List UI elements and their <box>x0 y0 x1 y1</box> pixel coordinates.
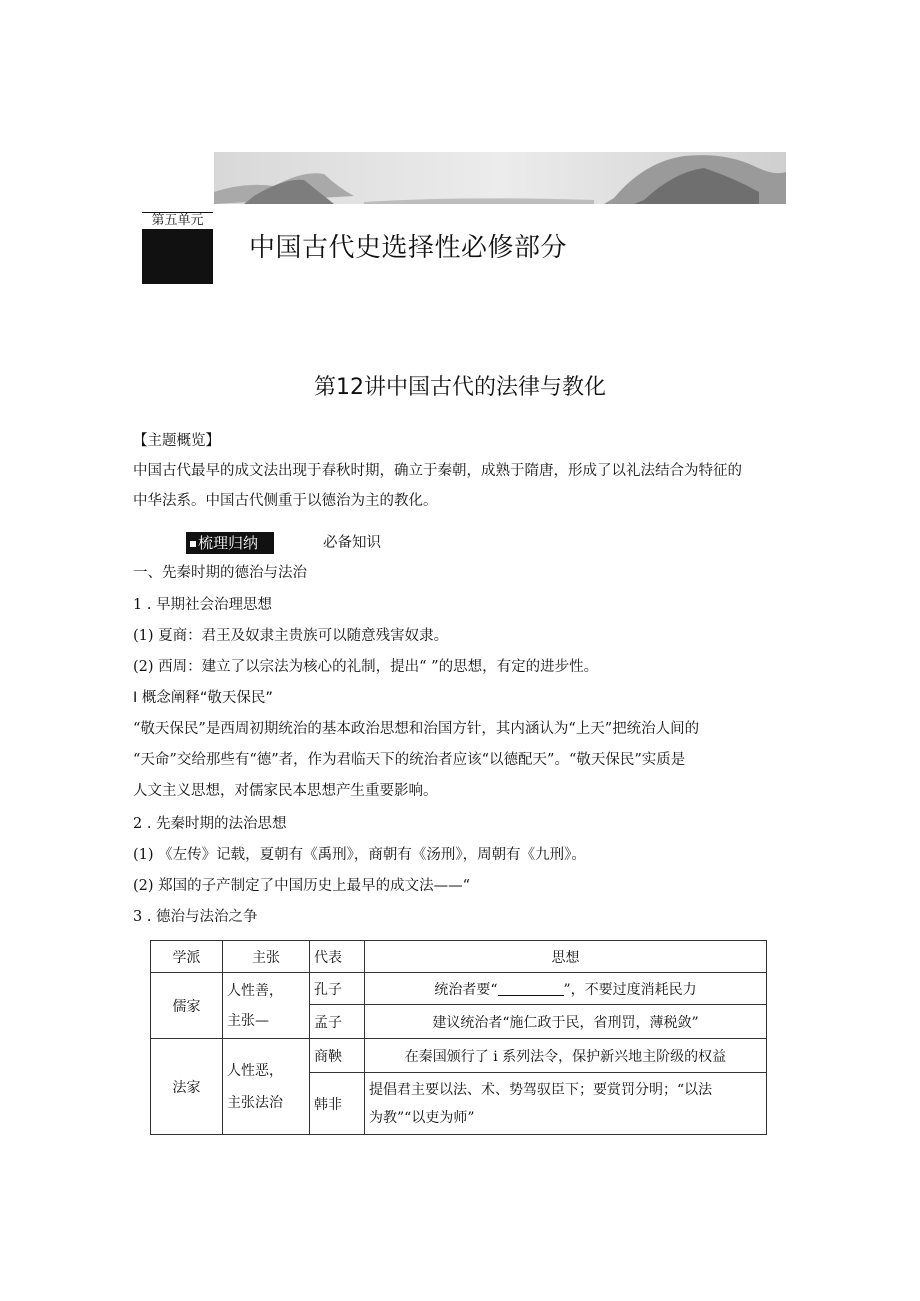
square-bullet-icon <box>190 541 196 547</box>
table-header-cell: 思想 <box>365 941 767 973</box>
unit-label: 第五单元 <box>142 213 213 229</box>
item-1: 1 . 早期社会治理思想 <box>133 597 273 613</box>
item-1-2: (2) 西周：建立了以宗法为核心的礼制，提出“ ”的思想，有定的进步性。 <box>133 659 599 675</box>
representative-cell: 韩非 <box>310 1073 365 1135</box>
heading-1: 一、先秦时期的德治与法治 <box>133 565 307 581</box>
representative-cell: 孔子 <box>310 973 365 1005</box>
thought-suffix: ”，不要过度消耗民力 <box>563 981 697 998</box>
claim-line: 人性善， <box>227 982 283 999</box>
thought-cell: 在秦国颁行了 i 系列法令，保护新兴地主阶级的权益 <box>365 1039 767 1073</box>
item-2: 2 . 先秦时期的法治思想 <box>133 816 287 832</box>
school-cell: 法家 <box>151 1039 223 1135</box>
section-tag: 必备知识 <box>323 535 381 551</box>
fill-in-blank <box>498 981 564 996</box>
thought-line: 为教”“以吏为师” <box>369 1109 475 1126</box>
thought-cell <box>365 1073 767 1135</box>
concept-line-2: “天命”交给那些有“德”者，作为君临天下的统治者应该“以德配天”。“敬天保民”实质是 <box>133 752 686 768</box>
concept-line-3: 人文主义思想，对儒家民本思想产生重要影响。 <box>133 783 438 799</box>
thought-cell: 建议统治者“施仁政于民，省刑罚，薄税敛” <box>365 1005 767 1039</box>
school-cell: 儒家 <box>151 973 223 1039</box>
item-1-1: (1) 夏商：君王及奴隶主贵族可以随意残害奴隶。 <box>133 628 449 644</box>
law-thought-table <box>150 940 767 1135</box>
overview-label: 【主题概览】 <box>133 433 220 449</box>
thought-cell <box>365 973 767 1005</box>
mountain-banner-image <box>214 152 786 204</box>
concept-line-1: “敬天保民”是西周初期统治的基本政治思想和治国方针，其内涵认为“上天”把统治人间的 <box>133 721 700 737</box>
part-title: 中国古代史选择性必修部分 <box>249 233 568 263</box>
thought-prefix: 统治者要“ <box>434 981 498 998</box>
section-box-label: 梳理归纳 <box>198 534 259 552</box>
claim-line: 人性恶， <box>227 1062 283 1079</box>
table-header-cell: 代表 <box>310 941 365 973</box>
representative-cell: 孟子 <box>310 1005 365 1039</box>
thought-line: 提倡君主要以法、术、势驾驭臣下；要赏罚分明；“以法 <box>369 1081 713 1098</box>
table-header-cell: 学派 <box>151 941 223 973</box>
item-2-2: (2) 郑国的子产制定了中国历史上最早的成文法——“ <box>133 878 471 894</box>
representative-cell: 商鞅 <box>310 1039 365 1073</box>
table-header-row <box>151 941 767 973</box>
claim-line: 主张法治 <box>227 1094 283 1111</box>
section-box <box>186 532 274 554</box>
claim-cell <box>223 1039 310 1135</box>
item-3: 3 . 德治与法治之争 <box>133 909 258 925</box>
claim-cell <box>223 973 310 1039</box>
overview-line-1: 中国古代最早的成文法出现于春秋时期，确立于秦朝，成熟于隋唐，形成了以礼法结合为特征的 <box>133 463 742 479</box>
item-2-1: (1) 《左传》记载，夏朝有《禹刑》，商朝有《汤刑》，周朝有《九刑》。 <box>133 847 586 863</box>
concept-label: I 概念阐释“敬天保民” <box>133 690 273 706</box>
lecture-title: 第12讲中国古代的法律与教化 <box>314 375 606 400</box>
table-row <box>151 973 767 1005</box>
claim-line: 主张— <box>227 1012 269 1029</box>
table-row <box>151 1039 767 1073</box>
table-header-cell: 主张 <box>223 941 310 973</box>
overview-line-2: 中华法系。中国古代侧重于以德治为主的教化。 <box>133 493 438 509</box>
